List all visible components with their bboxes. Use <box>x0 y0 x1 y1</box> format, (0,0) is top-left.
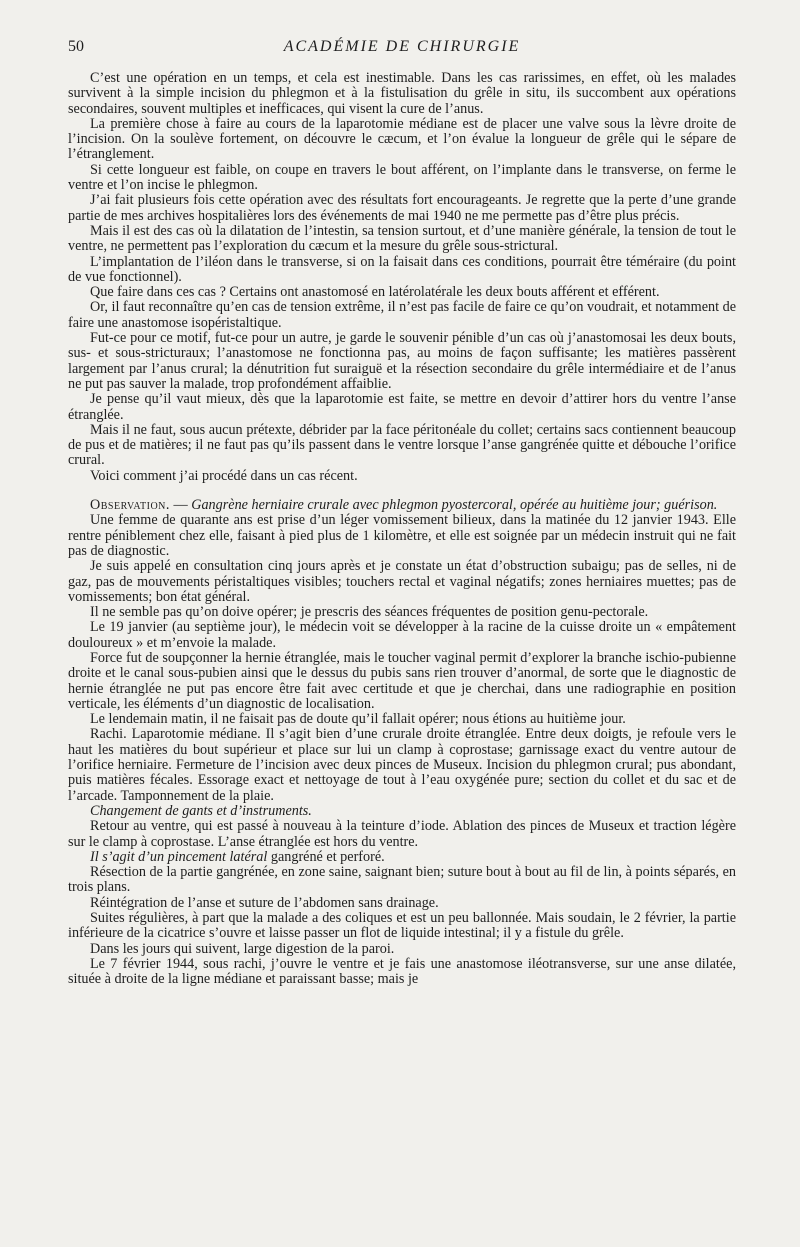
paragraph: La première chose à faire au cours de la laparotomie médiane est de placer une valve sous la lèvre droite de l’incision. On la soulève fortement, on découvre le cæcum, et l’on évalue la longueur de grêle qui le sépare de l’étranglement. <box>68 115 736 163</box>
running-title: ACADÉMIE DE CHIRURGIE <box>283 38 521 55</box>
paragraph: L’implantation de l’iléon dans le transverse, si on la faisait dans ces conditions, pourrait être téméraire (du point de vue fonctionnel). <box>68 253 736 285</box>
paragraph: Voici comment j’ai procédé dans un cas récent. <box>90 467 358 484</box>
observation-heading <box>68 498 736 513</box>
page-number: 50 <box>68 38 84 55</box>
paragraph: Mais il est des cas où la dilatation de l’intestin, sa tension surtout, et d’une manière générale, la tension de tout le ventre, ne permettent pas l’exploration du cæcum et la mesure du grêle sous-strictural. <box>68 222 736 255</box>
case-paragraph: Réintégration de l’anse et suture de l’abdomen sans drainage. <box>90 894 439 911</box>
case-paragraph: Il ne semble pas qu’on doive opérer; je prescris des séances fréquentes de position genu-pectorale. <box>90 604 649 621</box>
paragraph: Que faire dans ces cas ? Certains ont anastomosé en latérolatérale les deux bouts afférent et efférent. <box>90 284 660 301</box>
case-paragraph: Résection de la partie gangrénée, en zone saine, saignant bien; suture bout à bout au fil de lin, à points séparés, en trois plans. <box>68 864 736 896</box>
case-paragraph: Une femme de quarante ans est prise d’un léger vomissement bilieux, dans la matinée du 12 janvier 1943. Elle rentre péniblement chez elle, faisant à pied plus de 1 kilomètre, et elle est soignée par un médecin instruit qui ne fait pas de diagnostic. <box>68 512 736 559</box>
running-header <box>68 38 736 62</box>
paragraph: Or, il faut reconnaître qu’en cas de tension extrême, il n’est pas facile de faire ce qu’on voudrait, et notamment de faire une anastomose isopéristaltique. <box>68 299 736 331</box>
case-paragraph: Dans les jours qui suivent, large digestion de la paroi. <box>90 940 395 957</box>
case-paragraph: Le 7 février 1944, sous rachi, j’ouvre le ventre et je fais une anastomose iléotransverse, sur une anse dilatée, située à droite de la ligne médiane et paraissant basse; mais je <box>68 955 736 988</box>
observation-title: Gangrène herniaire crurale avec phlegmon pyostercoral, opérée au huitième jour; guérison. <box>191 497 718 514</box>
case-paragraph: Force fut de soupçonner la hernie étranglée, mais le toucher vaginal permit d’explorer la branche ischio-pubienne droite et le canal sous-pubien ainsi que le dessus du pubis sans rien trouver d’anormal, de sorte que le diagnostic de hernie étranglée ne put pas encore être fait avec certitude et que je cherchai, dans une radiographie en position verticale, les éléments d’un diagnostic de localisation. <box>68 649 736 712</box>
pincement-line <box>68 850 736 865</box>
case-paragraph: Retour au ventre, qui est passé à nouveau à la teinture d’iode. Ablation des pinces de Museux et traction légère sur le clamp à coprostase. L’anse étranglée est hors du ventre. <box>68 818 736 850</box>
case-paragraph: Suites régulières, à part que la malade a des coliques et est un peu ballonnée. Mais soudain, le 2 février, la partie inférieure de la cicatrice s’ouvre et laisse passer un flot de liquide intestinal; il y a fistule du grêle. <box>68 910 736 942</box>
paragraph: Je pense qu’il vaut mieux, dès que la laparotomie est faite, se mettre en devoir d’attirer hors du ventre l’anse étranglée. <box>68 391 736 423</box>
paragraph: J’ai fait plusieurs fois cette opération avec des résultats fort encourageants. Je regrette que la perte d’une grande partie de mes archives hospitalières lors des événements de mai 1940 ne me permette pas d’être plus précis. <box>68 192 736 224</box>
paragraph: C’est une opération en un temps, et cela est inestimable. Dans les cas rarissimes, en effet, où les malades survivent à la simple incision du phlegmon et à la fistulisation du grêle in situ, ils succombent aux opérations secondaires, souvent multiples et inefficaces, qui visent la cure de l’anus. <box>68 70 736 117</box>
case-paragraph: Rachi. Laparotomie médiane. Il s’agit bien d’une crurale droite étranglée. Entre deux doigts, je refoule vers le haut les matières du bout supérieur et place sur lui un clamp à coprostase; garnissage exact du ventre autour de l’orifice herniaire. Fermeture de l’incision avec deux pinces de Museux. Incision du phlegmon crural; pus abondant, puis matières fécales. Essorage exact et nettoyage de tout à l’eau oxygénée pure; section du collet et du sac et de l’arcade. Tamponnement de la plaie. <box>68 726 736 804</box>
case-paragraph: Le 19 janvier (au septième jour), le médecin voit se développer à la racine de la cuisse droite un « empâtement douloureux » et m’envoie la malade. <box>68 619 736 651</box>
case-paragraph: Le lendemain matin, il ne faisait pas de doute qu’il fallait opérer; nous étions au huitième jour. <box>90 711 626 728</box>
case-paragraph: Je suis appelé en consultation cinq jours après et je constate un état d’obstruction subaigu; pas de selles, ni de gaz, pas de mouvements péristaltiques visibles; touchers rectal et vaginal négatifs; zones herniaires muettes; pas de vomissements; bon état général. <box>68 558 736 605</box>
article-body <box>68 71 736 988</box>
observation-dash: — <box>173 497 188 514</box>
paragraph: Mais il ne faut, sous aucun prétexte, débrider par la face péritonéale du collet; certains sacs contiennent beaucoup de pus et de matières; il ne faut pas qu’ils passent dans le ventre lorsque l’anse gangrénée quitte et débouche l’orifice crural. <box>68 421 736 469</box>
observation-label: Observation. <box>90 497 170 514</box>
pincement-italic: Il s’agit d’un pincement latéral <box>90 848 268 865</box>
paragraph: Fut-ce pour ce motif, fut-ce pour un autre, je garde le souvenir pénible d’un cas où j’anastomosai les deux bouts, sus- et sous-stricturaux; l’anastomose ne fonctionna pas, au moins de façon suffisante; les matières passèrent largement par l’anus crural; la dénutrition fut suraiguë et la résection secondaire du grêle intermédiaire et de l’anus ne put pas sauver la malade, trop profondément affaiblie. <box>68 330 736 392</box>
italic-note: Changement de gants et d’instruments. <box>90 802 312 819</box>
paragraph: Si cette longueur est faible, on coupe en travers le bout afférent, on l’implante dans le transverse, on ferme le ventre et l’on incise le phlegmon. <box>68 161 736 194</box>
pincement-rest: gangréné et perforé. <box>267 848 385 865</box>
